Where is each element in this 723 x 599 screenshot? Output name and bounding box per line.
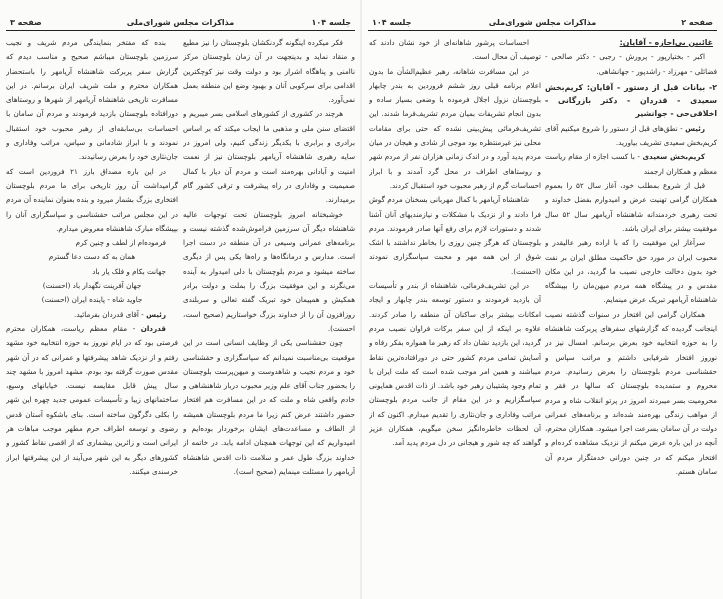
- paragraph: جهانت بکام و فلک یار باد: [92, 266, 166, 276]
- text-column: [6, 36, 178, 596]
- speech-text: - مقام معظم ریاست، همکاران محترم فرصتی بود که در ایام نوروز به حوزه انتخابیه خود مشهد رفتم و از نزدیک شاهد پیشرفتها و عمرانی که در آن شهر مقدس صورت گرفته بود بودم. مشهد امروز با مشهد چند سال پیش قابل مقایسه نیست. خیابانهای وسیع، ساختمانهای زیبا و تأسیسات عمومی جدید چهره این شهر را بکلی دگرگون ساخته است. بنای باشکوه آستان قدس رضوی و توسعه اطراف حرم مطهر موجب مباهات هر ایرانی است و زائرین بیشماری که از اقصی نقاط کشور و کشورهای دیگر به این شهر می‌آیند از این پیشرفتها ابراز خرسندی میکنند.: [6, 323, 178, 476]
- speaker-paragraph: [6, 308, 178, 322]
- paragraph: چون حقشناسی یکی از وظایف انسانی است در این موقعیت بی‌مناسبت نمیدانم که سپاسگزاری و حقشناسی خود و مردم نجیب و شاهدوست و میهن‌پرست بلوچستان را بحضور جناب آقای علم وزیر محبوب دربار شاهنشاهی و خادم واقعی شاه و ملت که در این مسافرت هم افتخار حضور داشتند عرض کنم زیرا ما مردم بلوچستان همیشه از الطاف و مساعدت‌های ایشان برخوردار بوده‌ایم و امیدواریم که این توجهات همچنان ادامه یابد. در خاتمه از خداوند بزرگ طول عمر و سلامت ذات اقدس شاهنشاه آریامهر را مسئلت مینمایم (صحیح است).: [183, 338, 355, 476]
- text-column: [369, 36, 541, 596]
- paragraph: همکاران گرامی این افتخار در سنوات گذشته نصیب اینجانب گردیده که گزارشهای سفرهای پربرکت شاهنشاه را به حوزه انتخابیه خود بعرض برسانم. امسال نیز در نوروز افتخار شرفیابی داشتم و مراتب سپاس و حقشناسی مردم بلوچستان را بعرض رسانیدم. مردم محروم و ستمدیده بلوچستان که سالها در فقر و محرومیت بسر میبردند امروز در پرتو انقلاب شاه و مردم از مواهب زندگی بهره‌مند شده‌اند و برنامه‌های عمرانی دولت در آن سامان بسرعت اجرا میشود. همکاران محترم، آنچه در این باره عرض میکنم از نزدیک مشاهده کرده‌ام و افتخار میکنم که در چنین دورانی خدمتگزار مردم آن سامان هستم.: [545, 309, 717, 477]
- left-page: [0, 0, 361, 599]
- text-column: [183, 36, 355, 596]
- paragraph: بنده که مفتخر بنمایندگی مردم شریف و نجیب سرزمین بلوچستان میباشم صحیح و مناسب دیدم که گزارش سفر پربرکت شاهنشاه آریامهر را باستحضار همکاران محترم و ملت شریف ایران برسانم. در این مسافرت تاریخی شاهنشاه آریامهر از شهرها و روستاهای دورافتاده بلوچستان بازدید فرمودند و مردم آن سامان با احساسات بی‌سابقه‌ای از رهبر محبوب خود استقبال نمودند و با ابراز شادمانی و سپاس، مراتب وفاداری و جان‌نثاری خود را بعرض رسانیدند.: [6, 38, 178, 162]
- paragraph: شاهنشاه آریامهر با کمال مهربانی بسخنان مردم گوش فرا دادند و از نزدیک با مشکلات و نیازمندیهای آنان آشنا شدند و دستورات لازم برای رفع آنها صادر فرمودند. مردم بلوچستان که هرگز چنین روزی را بخاطر نداشتند با اشک شوق از این همه مهر و محبت سپاسگزاری نمودند (احسنت).: [369, 195, 541, 276]
- speaker-name: قدردان: [140, 323, 166, 333]
- paragraph: در این تشریف‌فرمائی، شاهنشاه از بندر و تأسیسات آن بازدید فرمودند و دستور توسعه بندر چابهار و ایجاد امکانات بیشتر برای ساکنان آن منطقه را صادر کردند. علاوه بر اینکه از این سفر برکات فراوان نصیب مردم گردید، این بازدید نشان داد که رهبر ما همواره بفکر رفاه و آسایش تمامی مردم کشور حتی در دورافتاده‌ترین نقاط میباشند و همین امر موجب شده است که ملت ایران با تمام وجود پشتیبان رهبر خود باشد. از ذات اقدس همایونی سپاسگزاریم و در این مقام از جانب مردم بلوچستان مراتب وفاداری و جان‌نثاری را تقدیم میدارم. اکنون که از آن لحظات خاطره‌انگیز سخن میگویم، همکاران عزیز گواهند که چه شور و هیجانی در دل مردم پدید آمد.: [369, 281, 541, 448]
- paragraph: احساسات پرشور شاهانه‌ای از خود نشان دادند که توصیف آن محال است.: [369, 38, 541, 62]
- speaker-name: رئیس: [685, 123, 705, 133]
- running-title: مذاکرات مجلس شورای‌ملی: [488, 18, 597, 27]
- session-number: جلسه ۱۰۴: [372, 18, 412, 27]
- paragraph: خوشبختانه امروز بلوچستان تحت توجهات عالیه شاهنشاه دیگر آن سرزمین فراموش‌شده گذشته نیست و برنامه‌های عمرانی وسیعی در آن منطقه در دست اجرا است. مدارس و درمانگاه‌ها و راه‌ها یکی پس از دیگری ساخته میشود و مردم بلوچستان با دلی امیدوار به آینده می‌نگرند و این موفقیت بزرگ را بملت و دولت برادر همکیش و همپیمان خود تبریک گفته تعالی و سربلندی روزافزون آن را از خداوند بزرگ خواستاریم (صحیح است، احسنت).: [183, 209, 355, 333]
- paragraph: در این مسافرت شاهانه، رهبر عظیم‌الشأن ما بدون اعلام برنامه قبلی روز ششم فروردین به بندر چابهار بلوچستان نزول اجلال فرموده با وضعی بسیار ساده و بدون انجام تشریفات بمیان مردم تشریف‌فرما شدند. این تشریف‌فرمائی پیش‌بینی نشده که حتی برای مقامات محلی نیز غیرمنتظره بود موجی از شادی و هیجان در میان مردم پدید آورد و در اندک زمانی هزاران نفر از مردم شهر و روستاهای اطراف در محل گرد آمدند و با ابراز احساسات گرم از رهبر محبوب خود استقبال کردند.: [369, 66, 541, 190]
- page-header: [368, 18, 717, 31]
- agenda-item: ۲- بیانات قبل از دستور - آقایان: کریم‌بخش سعیدی - قدردان - دکتر بازرگانی - اخلاقی‌حی - جوانشیر: [545, 82, 717, 118]
- speaker-name: کریم‌بخش سعیدی: [642, 152, 706, 162]
- poem-line: همان به که دست دعا گسترم: [48, 252, 136, 262]
- speech-text: - نطق‌های قبل از دستور را شروع میکنیم آقای کریم‌بخش سعیدی تشریف بیاورید.: [545, 123, 717, 148]
- page-number: صفحه ۲: [681, 18, 713, 27]
- paragraph: سرآغاز این موفقیت را که با اراده رهبر عالیقدر و محبوب ایران در مورد حق حاکمیت مطلق ایران بر نفت خود بدون دخالت خارجی نصیب ما گردید، در این مکان مقدس و در پیشگاه همه مردم میهن‌مان را بپیشگاه شاهنشاه آریامهر تبریک عرض مینمایم.: [545, 238, 717, 305]
- speech-text: - آقای قدردان بفرمائید.: [74, 309, 147, 319]
- speaker-paragraph: [545, 150, 717, 179]
- paragraph: قبل از شروع بمطلب خود، آغاز سال ۵۲ را بعموم همکاران گرامی تهنیت عرض و امیدوارم بفضل خداوند و تحت رهبری خردمندانه شاهنشاه آریامهر سال ۵۲ سال موفقیت بیشتر برای ایران باشد.: [545, 181, 717, 233]
- speaker-paragraph: [545, 122, 717, 151]
- section-heading: غائبین بی‌اجازه - آقایان:: [619, 38, 713, 47]
- text-column: [545, 36, 717, 596]
- speech-text: - با کسب اجازه از مقام ریاست معظم و همکاران ارجمند: [545, 152, 717, 176]
- speaker-paragraph: [6, 322, 178, 479]
- running-title: مذاکرات مجلس شورای‌ملی: [126, 18, 235, 27]
- poem-line: جهان آفرینت نگهدار باد (احسنت): [42, 281, 142, 291]
- page-number: صفحه ۳: [10, 18, 42, 27]
- speaker-name: رئیس: [146, 309, 166, 319]
- paragraph: هرچند در کشوری از کشورهای اسلامی بسر میبریم و اقتضای سنن ملی و مذهبی ما ایجاب میکند که بر اساس برادری و برابری با یکدیگر زندگی کنیم، ولی امروز در سایه رهبری شاهنشاه آریامهر بلوچستان نیز از نعمت امنیت و آبادانی بهره‌مند است و مردم آن دیار با کمال صمیمیت و وفاداری در راه پیشرفت و ترقی کشور گام برمیدارند.: [183, 109, 355, 205]
- paragraph: فرموده‌ام از لطف و چنین کرم: [75, 238, 166, 248]
- paragraph: اکبر - بختیارپور - پرورش - رجبی - دکتر صالحی - فضائلی - مهرزاد - راشدپور - جهانشاهی.: [545, 52, 717, 76]
- session-number: جلسه ۱۰۴: [311, 18, 351, 27]
- right-page: [362, 0, 723, 599]
- paragraph: فکر میکرده اینگونه گردنکشان بلوچستان را نیز مطیع و منقاد نماید و بدینجهت در آن زمان بلوچستان مرکز ناامنی و پناهگاه اشرار بود و دولت وقت نیز کوچکترین اقدامی برای سرکوبی آنان و بهبود وضع این منطقه بعمل نمی‌آورد.: [183, 38, 355, 105]
- paragraph: در این باره مصداق بارز ۲۱ فروردین است که گرامیداشت آن روز تاریخی برای ما مردم بلوچستان افتخاری بزرگ بشمار میرود و بنده بعنوان نماینده آن مردم در این مجلس مراتب حقشناسی و سپاسگزاری آنان را بپیشگاه مبارک شاهنشاه معروض میدارم.: [6, 166, 178, 233]
- page-header: [6, 18, 355, 31]
- poem-line: جاوید شاه - پاینده ایران (احسنت): [41, 295, 143, 305]
